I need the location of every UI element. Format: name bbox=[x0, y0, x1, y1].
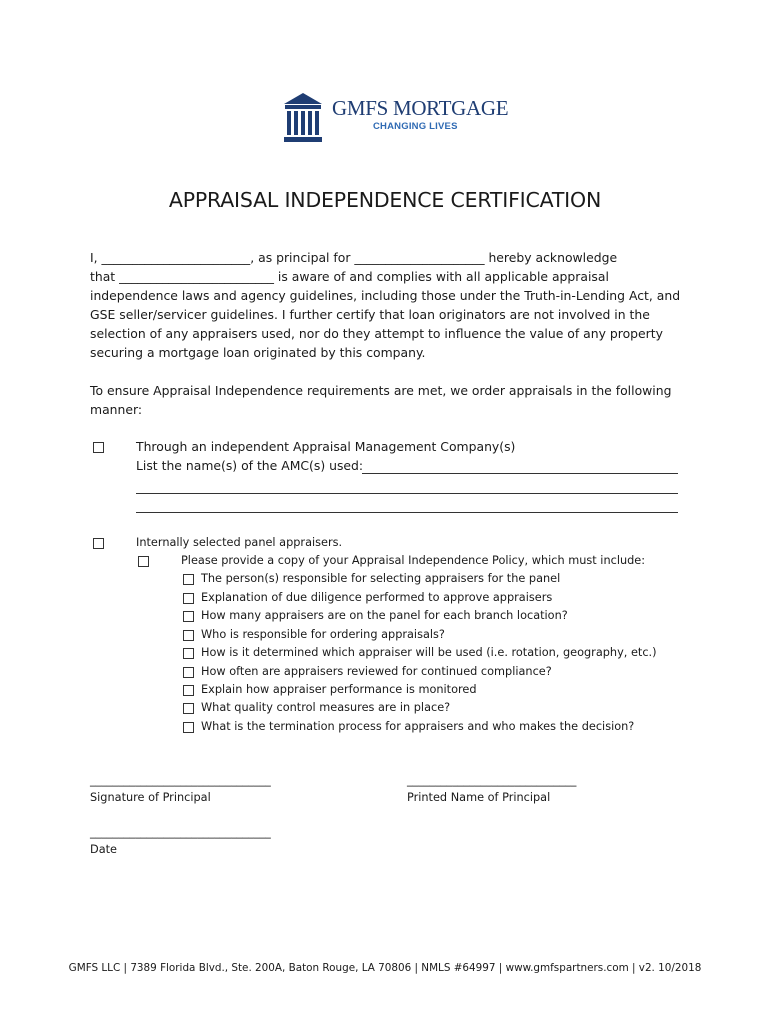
paragraph-line: To ensure Appraisal Independence requirements are met, we order appraisals in the following bbox=[90, 383, 672, 398]
printed-name-field[interactable]: ______________________________ bbox=[407, 774, 577, 787]
printed-name-label: Printed Name of Principal bbox=[407, 791, 551, 804]
policy-item-checkbox[interactable] bbox=[183, 593, 194, 604]
policy-item-label: How many appraisers are on the panel for each branch location? bbox=[201, 609, 568, 622]
policy-item-label: Who is responsible for ordering appraisals? bbox=[201, 628, 445, 641]
policy-item-label: Explanation of due diligence performed to approve appraisers bbox=[201, 591, 553, 604]
policy-item-label: How is it determined which appraiser will be used (i.e. rotation, geography, etc.) bbox=[201, 646, 657, 659]
paragraph-line: manner: bbox=[90, 402, 143, 417]
policy-item-checkbox[interactable] bbox=[183, 667, 194, 678]
method-paragraph bbox=[90, 381, 678, 419]
policy-checkbox[interactable] bbox=[138, 556, 149, 567]
paragraph-line: that _________________________ is aware of and complies with all applicable appraisal bbox=[90, 269, 609, 284]
panel-checkbox[interactable] bbox=[93, 538, 104, 549]
amc-name-field[interactable] bbox=[362, 473, 678, 474]
amc-checkbox[interactable] bbox=[93, 442, 104, 453]
paragraph-line: independence laws and agency guidelines, including those under the Truth-in-Lending Act, and bbox=[90, 288, 681, 303]
date-field[interactable]: ________________________________ bbox=[90, 826, 271, 839]
date-label: Date bbox=[90, 843, 118, 856]
company-logo bbox=[282, 92, 509, 144]
policy-item-label: What quality control measures are in place? bbox=[201, 701, 451, 714]
paragraph-line: selection of any appraisers used, nor do they attempt to influence the value of any property bbox=[90, 326, 663, 341]
policy-item-checkbox[interactable] bbox=[183, 685, 194, 696]
policy-item-label: Explain how appraiser performance is monitored bbox=[201, 683, 477, 696]
policy-item-checkbox[interactable] bbox=[183, 630, 194, 641]
amc-names-label: List the name(s) of the AMC(s) used: bbox=[136, 458, 364, 473]
paragraph-line: I, ________________________, as principal for _____________________ hereby acknowledge bbox=[90, 250, 618, 265]
brand-tagline: CHANGING LIVES bbox=[373, 121, 458, 132]
page-footer: GMFS LLC | 7389 Florida Blvd., Ste. 200A, Baton Rouge, LA 70806 | NMLS #64997 | www.gmfspartners.com | v2. 10/2018 bbox=[68, 962, 702, 974]
paragraph-line: securing a mortgage loan originated by this company. bbox=[90, 345, 426, 360]
brand-name: GMFS MORTGAGE bbox=[332, 96, 509, 120]
signature-label: Signature of Principal bbox=[90, 791, 211, 804]
amc-name-field-2[interactable] bbox=[136, 493, 678, 494]
document-title: APPRAISAL INDEPENDENCE CERTIFICATION bbox=[168, 188, 602, 212]
policy-item-checkbox[interactable] bbox=[183, 703, 194, 714]
policy-request-label: Please provide a copy of your Appraisal Independence Policy, which must include: bbox=[181, 554, 646, 567]
certification-paragraph bbox=[90, 248, 681, 362]
amc-name-field-3[interactable] bbox=[136, 512, 678, 513]
paragraph-line: GSE seller/servicer guidelines. I further certify that loan originators are not involved in the bbox=[90, 307, 650, 322]
policy-item-label: What is the termination process for appraisers and who makes the decision? bbox=[201, 720, 635, 733]
policy-item-checkbox[interactable] bbox=[183, 574, 194, 585]
policy-item-checkbox[interactable] bbox=[183, 611, 194, 622]
policy-item-checkbox[interactable] bbox=[183, 648, 194, 659]
amc-option-label: Through an independent Appraisal Management Company(s) bbox=[136, 439, 516, 454]
panel-option-label: Internally selected panel appraisers. bbox=[136, 536, 343, 549]
policy-item-label: How often are appraisers reviewed for continued compliance? bbox=[201, 665, 552, 678]
columned-building-icon bbox=[282, 92, 324, 144]
policy-item-checkbox[interactable] bbox=[183, 722, 194, 733]
policy-item-label: The person(s) responsible for selecting appraisers for the panel bbox=[201, 572, 561, 585]
signature-field[interactable]: ________________________________ bbox=[90, 774, 271, 787]
